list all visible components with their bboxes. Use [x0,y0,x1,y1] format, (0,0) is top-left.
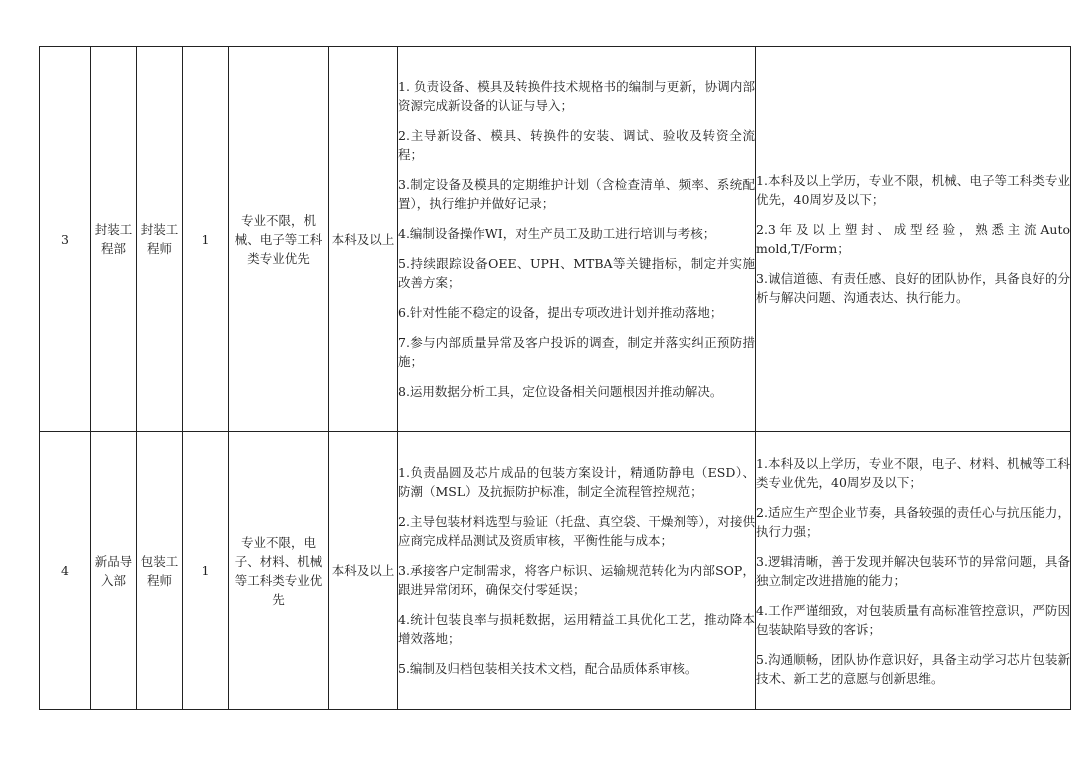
position-cell: 包装工程师 [137,432,183,710]
duty-item: 2.主导新设备、模具、转换件的安装、调试、验收及转资全流程； [398,128,755,162]
requirement-item: 2.3年及以上塑封、成型经验，熟悉主流Auto mold,T/Form； [756,222,1070,256]
requirement-item: 3.诚信道德、有责任感、良好的团队协作，具备良好的分析与解决问题、沟通表达、执行能力。 [756,271,1070,305]
department-cell: 新品导入部 [91,432,137,710]
education-cell: 本科及以上 [329,47,398,432]
duty-item: 3.制定设备及模具的定期维护计划（含检查清单、频率、系统配置），执行维护并做好记录； [398,177,755,211]
major-cell: 专业不限，电子、材料、机械等工科类专业优先 [229,432,329,710]
duties-cell [398,432,756,710]
requirement-item: 1.本科及以上学历，专业不限，电子、材料、机械等工科类专业优先，40周岁及以下； [756,455,1070,490]
headcount-cell: 1 [183,47,229,432]
job-table [39,46,1071,710]
duty-item: 5.持续跟踪设备OEE、UPH、MTBA等关键指标，制定并实施改善方案； [398,256,755,290]
row-number: 4 [40,432,91,710]
duty-item: 8.运用数据分析工具，定位设备相关问题根因并推动解决。 [398,384,723,399]
duty-item: 1.负责晶圆及芯片成品的包装方案设计，精通防静电（ESD）、防潮（MSL）及抗振防护标准，制定全流程管控规范； [398,465,755,499]
requirements-cell [756,47,1071,432]
requirement-item: 1.本科及以上学历，专业不限，机械、电子等工科类专业优先，40周岁及以下； [756,173,1070,207]
position-cell: 封装工程师 [137,47,183,432]
table-row [40,432,1071,710]
education-cell: 本科及以上 [329,432,398,710]
duty-item: 2.主导包装材料选型与验证（托盘、真空袋、干燥剂等），对接供应商完成样品测试及资质审核，平衡性能与成本； [398,514,755,548]
table-row [40,47,1071,432]
duty-item: 7.参与内部质量异常及客户投诉的调查，制定并落实纠正预防措施； [398,335,755,369]
requirements-cell [756,432,1071,710]
requirement-item: 5.沟通顺畅，团队协作意识好，具备主动学习芯片包装新技术、新工艺的意愿与创新思维。 [756,651,1070,686]
major-cell: 专业不限，机械、电子等工科类专业优先 [229,47,329,432]
requirement-item: 4.工作严谨细致，对包装质量有高标准管控意识，严防因包装缺陷导致的客诉； [756,602,1070,637]
requirement-item: 2.适应生产型企业节奏，具备较强的责任心与抗压能力，执行力强； [756,504,1070,539]
duties-cell [398,47,756,432]
department-cell: 封装工程部 [91,47,137,432]
duty-item: 4.编制设备操作WI，对生产员工及助工进行培训与考核； [398,226,716,241]
requirement-item: 3.逻辑清晰，善于发现并解决包装环节的异常问题，具备独立制定改进措施的能力； [756,553,1070,588]
duty-item: 6.针对性能不稳定的设备，提出专项改进计划并推动落地； [398,305,723,320]
duty-item: 4.统计包装良率与损耗数据，运用精益工具优化工艺，推动降本增效落地； [398,612,755,646]
duty-item: 1. 负责设备、模具及转换件技术规格书的编制与更新，协调内部资源完成新设备的认证与导入； [398,79,755,113]
duty-item: 3.承接客户定制需求，将客户标识、运输规范转化为内部SOP，跟进异常闭环，确保交付零延误； [398,563,755,597]
row-number: 3 [40,47,91,432]
headcount-cell: 1 [183,432,229,710]
duty-item: 5.编制及归档包装相关技术文档，配合品质体系审核。 [398,661,698,676]
